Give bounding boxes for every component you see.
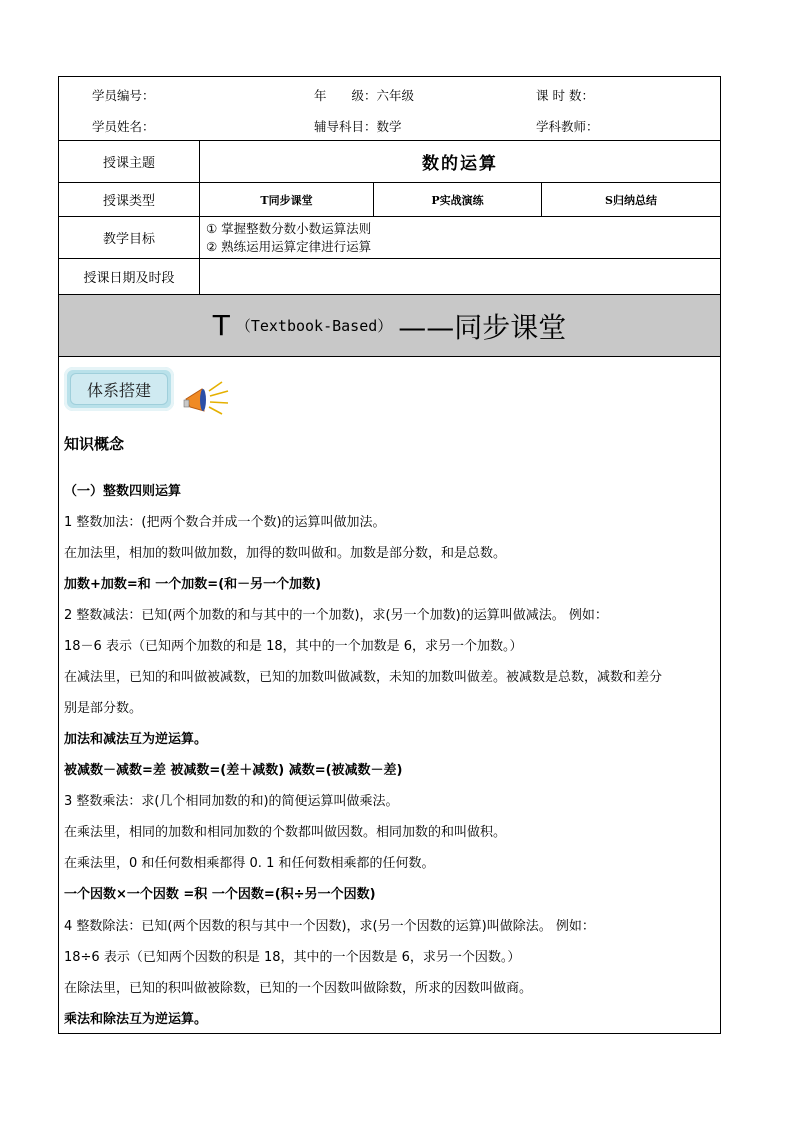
type-row xyxy=(59,183,720,217)
formula-line: 被减数－减数=差 被减数=(差＋减数) 减数=(被减数－差) xyxy=(64,763,403,778)
grade-label: 年 级：六年级 xyxy=(314,88,415,103)
header-row xyxy=(59,77,720,141)
content-line: 18÷6 表示（已知两个因数的积是 18，其中的一个因数是 6，求另一个因数。） xyxy=(64,950,521,965)
content-line: 3 整数乘法：求(几个相同加数的和)的简便运算叫做乘法。 xyxy=(64,794,399,809)
content-line: 18－6 表示（已知两个加数的和是 18，其中的一个加数是 6，求另一个加数。） xyxy=(64,639,523,654)
content-heading: 知识概念 xyxy=(64,435,125,453)
goal-item: ② 熟练运用运算定律进行运算 xyxy=(206,238,372,254)
content-line: 在加法里，相加的数叫做加数，加得的数叫做和。加数是部分数，和是总数。 xyxy=(64,546,507,561)
topic-value: 数的运算 xyxy=(199,141,720,182)
content-line: 别是部分数。 xyxy=(64,701,143,716)
date-row xyxy=(59,259,720,294)
student-id-label: 学员编号： xyxy=(92,88,155,103)
formula-line: 一个因数×一个因数 =积 一个因数=(积÷另一个因数) xyxy=(64,887,376,902)
teacher-label: 学科教师： xyxy=(536,119,599,134)
lesson-count-label: 课 时 数： xyxy=(536,88,594,103)
content-line: 在减法里，已知的和叫做被减数，已知的加数叫做减数，未知的加数叫做差。被减数是总数，减数和差分 xyxy=(64,670,663,685)
content-line: 2 整数减法：已知(两个加数的和与其中的一个加数)，求(另一个加数)的运算叫做减法。 例如： xyxy=(64,608,608,623)
goal-list xyxy=(199,217,720,258)
type-label: 授课类型 xyxy=(102,194,155,209)
content-line: 在乘法里，相同的加数和相同加数的个数都叫做因数。相同加数的和叫做积。 xyxy=(64,825,507,840)
megaphone-icon xyxy=(182,377,232,417)
topic-label: 授课主题 xyxy=(102,156,155,171)
lesson-sheet xyxy=(58,76,721,1034)
banner-letter: T xyxy=(212,309,230,342)
type-p: P实战演练 xyxy=(373,183,541,216)
date-label: 授课日期及时段 xyxy=(83,271,175,286)
content-line: 4 整数除法：已知(两个因数的积与其中一个因数)，求(另一个因数的运算)叫做除法。 例如： xyxy=(64,919,595,934)
banner-title: ——同步课堂 xyxy=(398,310,567,344)
formula-line: 乘法和除法互为逆运算。 xyxy=(64,1012,208,1027)
subject-label: 辅导科目：数学 xyxy=(314,119,402,134)
goal-item: ① 掌握整数分数小数运算法则 xyxy=(206,220,372,236)
content-line: 在除法里，已知的积叫做被除数，已知的一个因数叫做除数，所求的因数叫做商。 xyxy=(64,981,533,996)
subsection-heading: （一）整数四则运算 xyxy=(64,484,182,499)
goal-row xyxy=(59,217,720,259)
content-line: 在乘法里，0 和任何数相乘都得 0. 1 和任何数相乘都的任何数。 xyxy=(64,856,435,871)
topic-row xyxy=(59,141,720,183)
type-s: S归纳总结 xyxy=(541,183,720,216)
formula-line: 加数+加数=和 一个加数=(和－另一个加数) xyxy=(64,577,322,592)
type-t: T同步课堂 xyxy=(199,183,373,216)
banner-subtitle: （Textbook-Based） xyxy=(235,317,393,335)
formula-line: 加法和减法互为逆运算。 xyxy=(64,732,208,747)
section-tag xyxy=(64,367,174,411)
student-name-label: 学员姓名： xyxy=(92,119,155,134)
section-tag-label: 体系搭建 xyxy=(70,373,168,405)
content-line: 1 整数加法：(把两个数合并成一个数)的运算叫做加法。 xyxy=(64,515,386,530)
date-value xyxy=(199,259,720,294)
goal-label: 教学目标 xyxy=(102,232,155,247)
section-banner xyxy=(59,294,720,357)
